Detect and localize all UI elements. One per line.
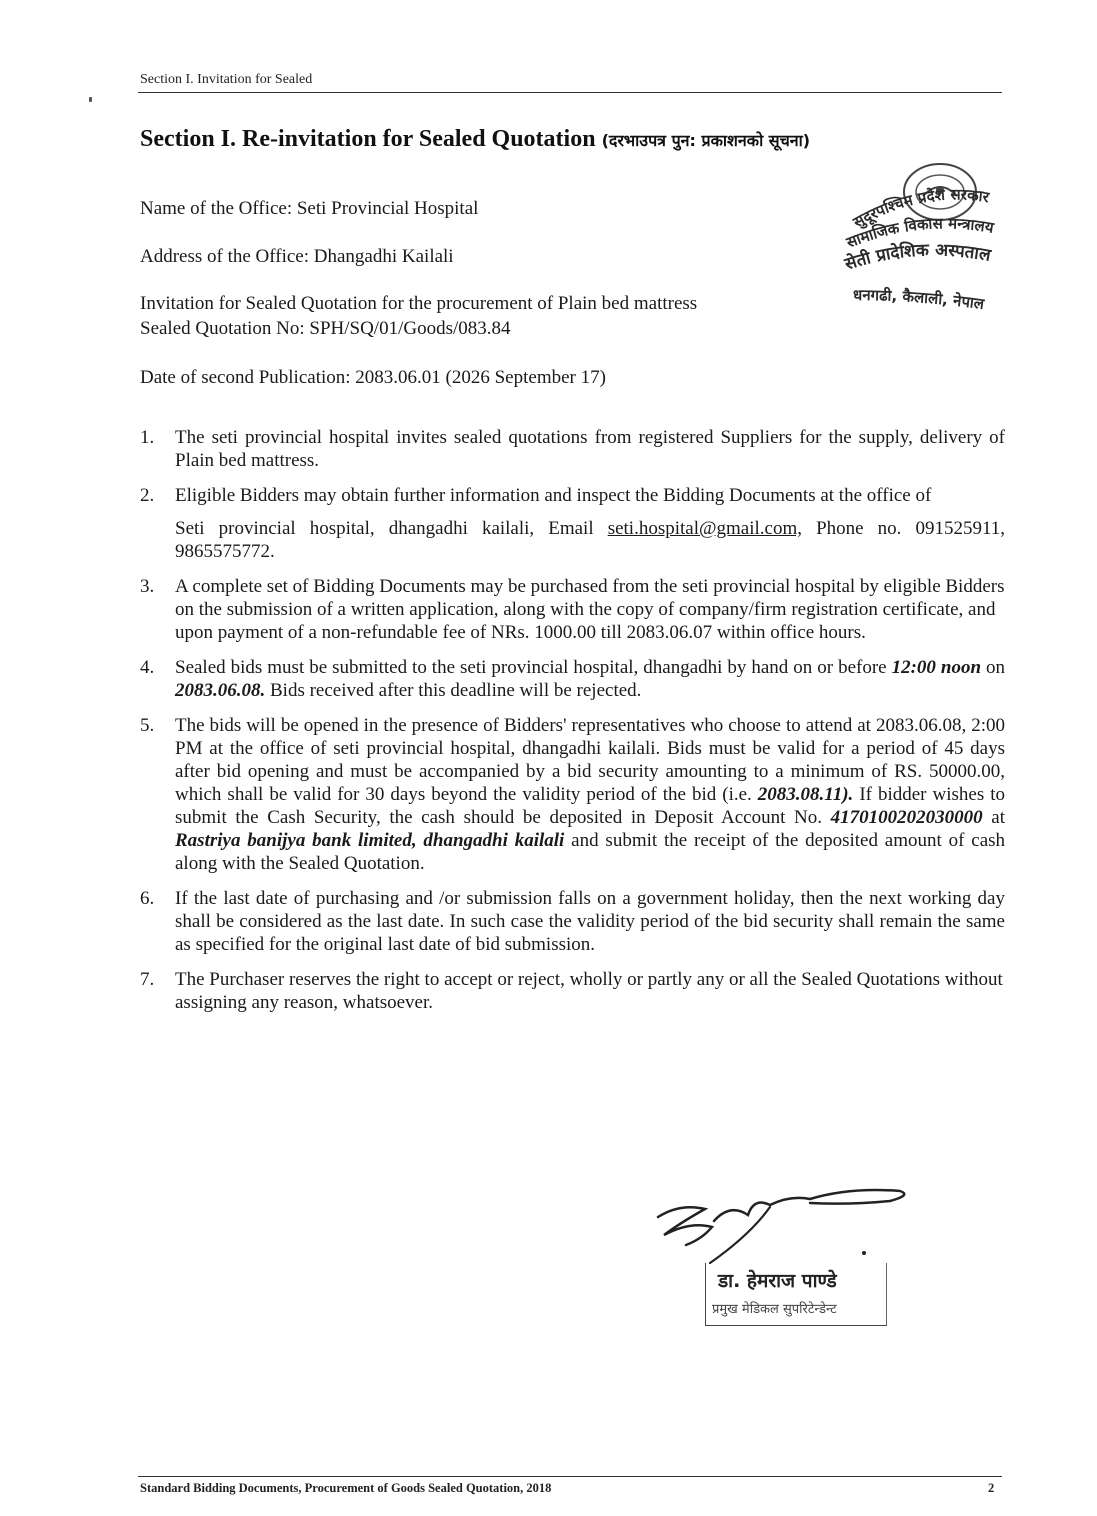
stamp-line-2: सामाजिक विकास मन्त्रालय bbox=[843, 214, 996, 252]
office-name: Name of the Office: Seti Provincial Hospital bbox=[140, 198, 479, 219]
clause-text-part: Phone no. 091525911, 9865575772. bbox=[175, 518, 1006, 562]
signatory-title: प्रमुख मेडिकल सुपरिटेन्डेन्ट bbox=[712, 1302, 837, 1317]
clause-item bbox=[140, 484, 1005, 563]
clause-item bbox=[140, 968, 1005, 1014]
page-title bbox=[140, 126, 810, 153]
clause-number: 1. bbox=[140, 427, 155, 448]
clause-list bbox=[140, 426, 1005, 1026]
stamp-line-4: धनगढी, कैलाली, नेपाल bbox=[852, 285, 986, 314]
footer-rule bbox=[138, 1476, 1002, 1477]
clause-text-part: Sealed bids must be submitted to the seti provincial hospital, dhangadhi by hand on or before bbox=[175, 657, 887, 678]
validity-date: 2083.08.11). bbox=[757, 784, 854, 805]
clause-item bbox=[140, 887, 1005, 956]
clause-text-part: Seti provincial hospital, dhangadhi kailali, Email bbox=[175, 518, 594, 539]
clause-number: 5. bbox=[140, 715, 155, 736]
clause-text-part: The bids will be opened in the presence of Bidders' representatives who choose to attend at 2083.06.08, 2:00 PM at the office of seti provincial hospital, dhangadhi kailali. Bids must be valid for a period of 45 days after bid opening and must be accompanied by a bid security amounting to a minimum of RS. 50000.00, which shall be valid for 30 days beyond the validity period of the bid (i.e. bbox=[175, 715, 1005, 805]
clause-number: 3. bbox=[140, 576, 155, 597]
deposit-account-number: 4170100202030000 bbox=[830, 807, 983, 828]
clause-text bbox=[175, 714, 1005, 875]
signatory-stamp bbox=[705, 1263, 887, 1326]
clause-item bbox=[140, 656, 1005, 702]
stamp-line-1: सुदूरपश्चिम प्रदेश सरकार bbox=[850, 185, 991, 232]
clause-text-part: Eligible Bidders may obtain further information and inspect the Bidding Documents at the office of bbox=[175, 485, 932, 506]
clause-text-part: on bbox=[986, 657, 1006, 678]
clause-item bbox=[140, 714, 1005, 875]
clause-text-part: and submit the receipt of the deposited amount of cash along with the Sealed Quotation. bbox=[175, 830, 1006, 874]
clause-text-part: Bids received after this deadline will be rejected. bbox=[270, 680, 642, 701]
invitation-subject: Invitation for Sealed Quotation for the procurement of Plain bed mattress bbox=[140, 293, 698, 314]
clause-text bbox=[175, 484, 1005, 563]
clause-item bbox=[140, 575, 1005, 644]
publication-date: Date of second Publication: 2083.06.01 (2026 September 17) bbox=[140, 367, 606, 388]
clause-text: The seti provincial hospital invites sealed quotations from registered Suppliers for the supply, delivery of Plain bed mattress. bbox=[175, 427, 1005, 471]
office-seal-stamp bbox=[835, 150, 1045, 350]
stamp-line-3: सेती प्रादेशिक अस्पताल bbox=[842, 240, 993, 275]
signatory-name: डा. हेमराज पाण्डे bbox=[718, 1270, 837, 1292]
clause-number: 2. bbox=[140, 485, 155, 506]
page-number: 2 bbox=[988, 1481, 995, 1495]
scan-speck bbox=[89, 97, 92, 102]
office-address: Address of the Office: Dhangadhi Kailali bbox=[140, 246, 454, 267]
deadline-time: 12:00 noon bbox=[891, 657, 982, 678]
clause-number: 7. bbox=[140, 969, 155, 990]
clause-text-part: at bbox=[991, 807, 1005, 828]
title-nepali: (दरभाउपत्र पुन: प्रकाशनको सूचना) bbox=[601, 131, 811, 150]
clause-number: 6. bbox=[140, 888, 155, 909]
email-link[interactable]: seti.hospital@gmail.com, bbox=[607, 518, 802, 539]
clause-item bbox=[140, 426, 1005, 472]
clause-number: 4. bbox=[140, 657, 155, 678]
clause-text bbox=[175, 656, 1005, 702]
clause-text: If the last date of purchasing and /or submission falls on a government holiday, then the next working day shall be considered as the last date. In such case the validity period of the bid security shall remain the same as specified for the original last date of bid submission. bbox=[175, 888, 1005, 955]
clause-text: The Purchaser reserves the right to accept or reject, wholly or partly any or all the Sealed Quotations without assigning any reason, whatsoever. bbox=[175, 969, 1003, 1013]
handwritten-signature bbox=[650, 1175, 920, 1265]
running-header: Section I. Invitation for Sealed bbox=[140, 72, 313, 87]
title-main: Section I. Re-invitation for Sealed Quotation bbox=[140, 126, 596, 152]
deadline-date: 2083.06.08. bbox=[175, 680, 266, 701]
clause-text-part: If bidder wishes to submit the Cash Security, the cash should be deposited in Deposit Account No. bbox=[175, 784, 1005, 828]
footer-text: Standard Bidding Documents, Procurement of Goods Sealed Quotation, 2018 bbox=[140, 1481, 552, 1495]
quotation-number: Sealed Quotation No: SPH/SQ/01/Goods/083.84 bbox=[140, 318, 511, 339]
bank-name: Rastriya banijya bank limited, dhangadhi kailali bbox=[175, 830, 565, 851]
clause-text: A complete set of Bidding Documents may be purchased from the seti provincial hospital by eligible Bidders on the submission of a written application, along with the copy of company/firm registration certificate, and upon payment of a non-refundable fee of NRs. 1000.00 till 2083.06.07 within office hours. bbox=[175, 576, 1005, 643]
header-rule bbox=[138, 92, 1002, 93]
